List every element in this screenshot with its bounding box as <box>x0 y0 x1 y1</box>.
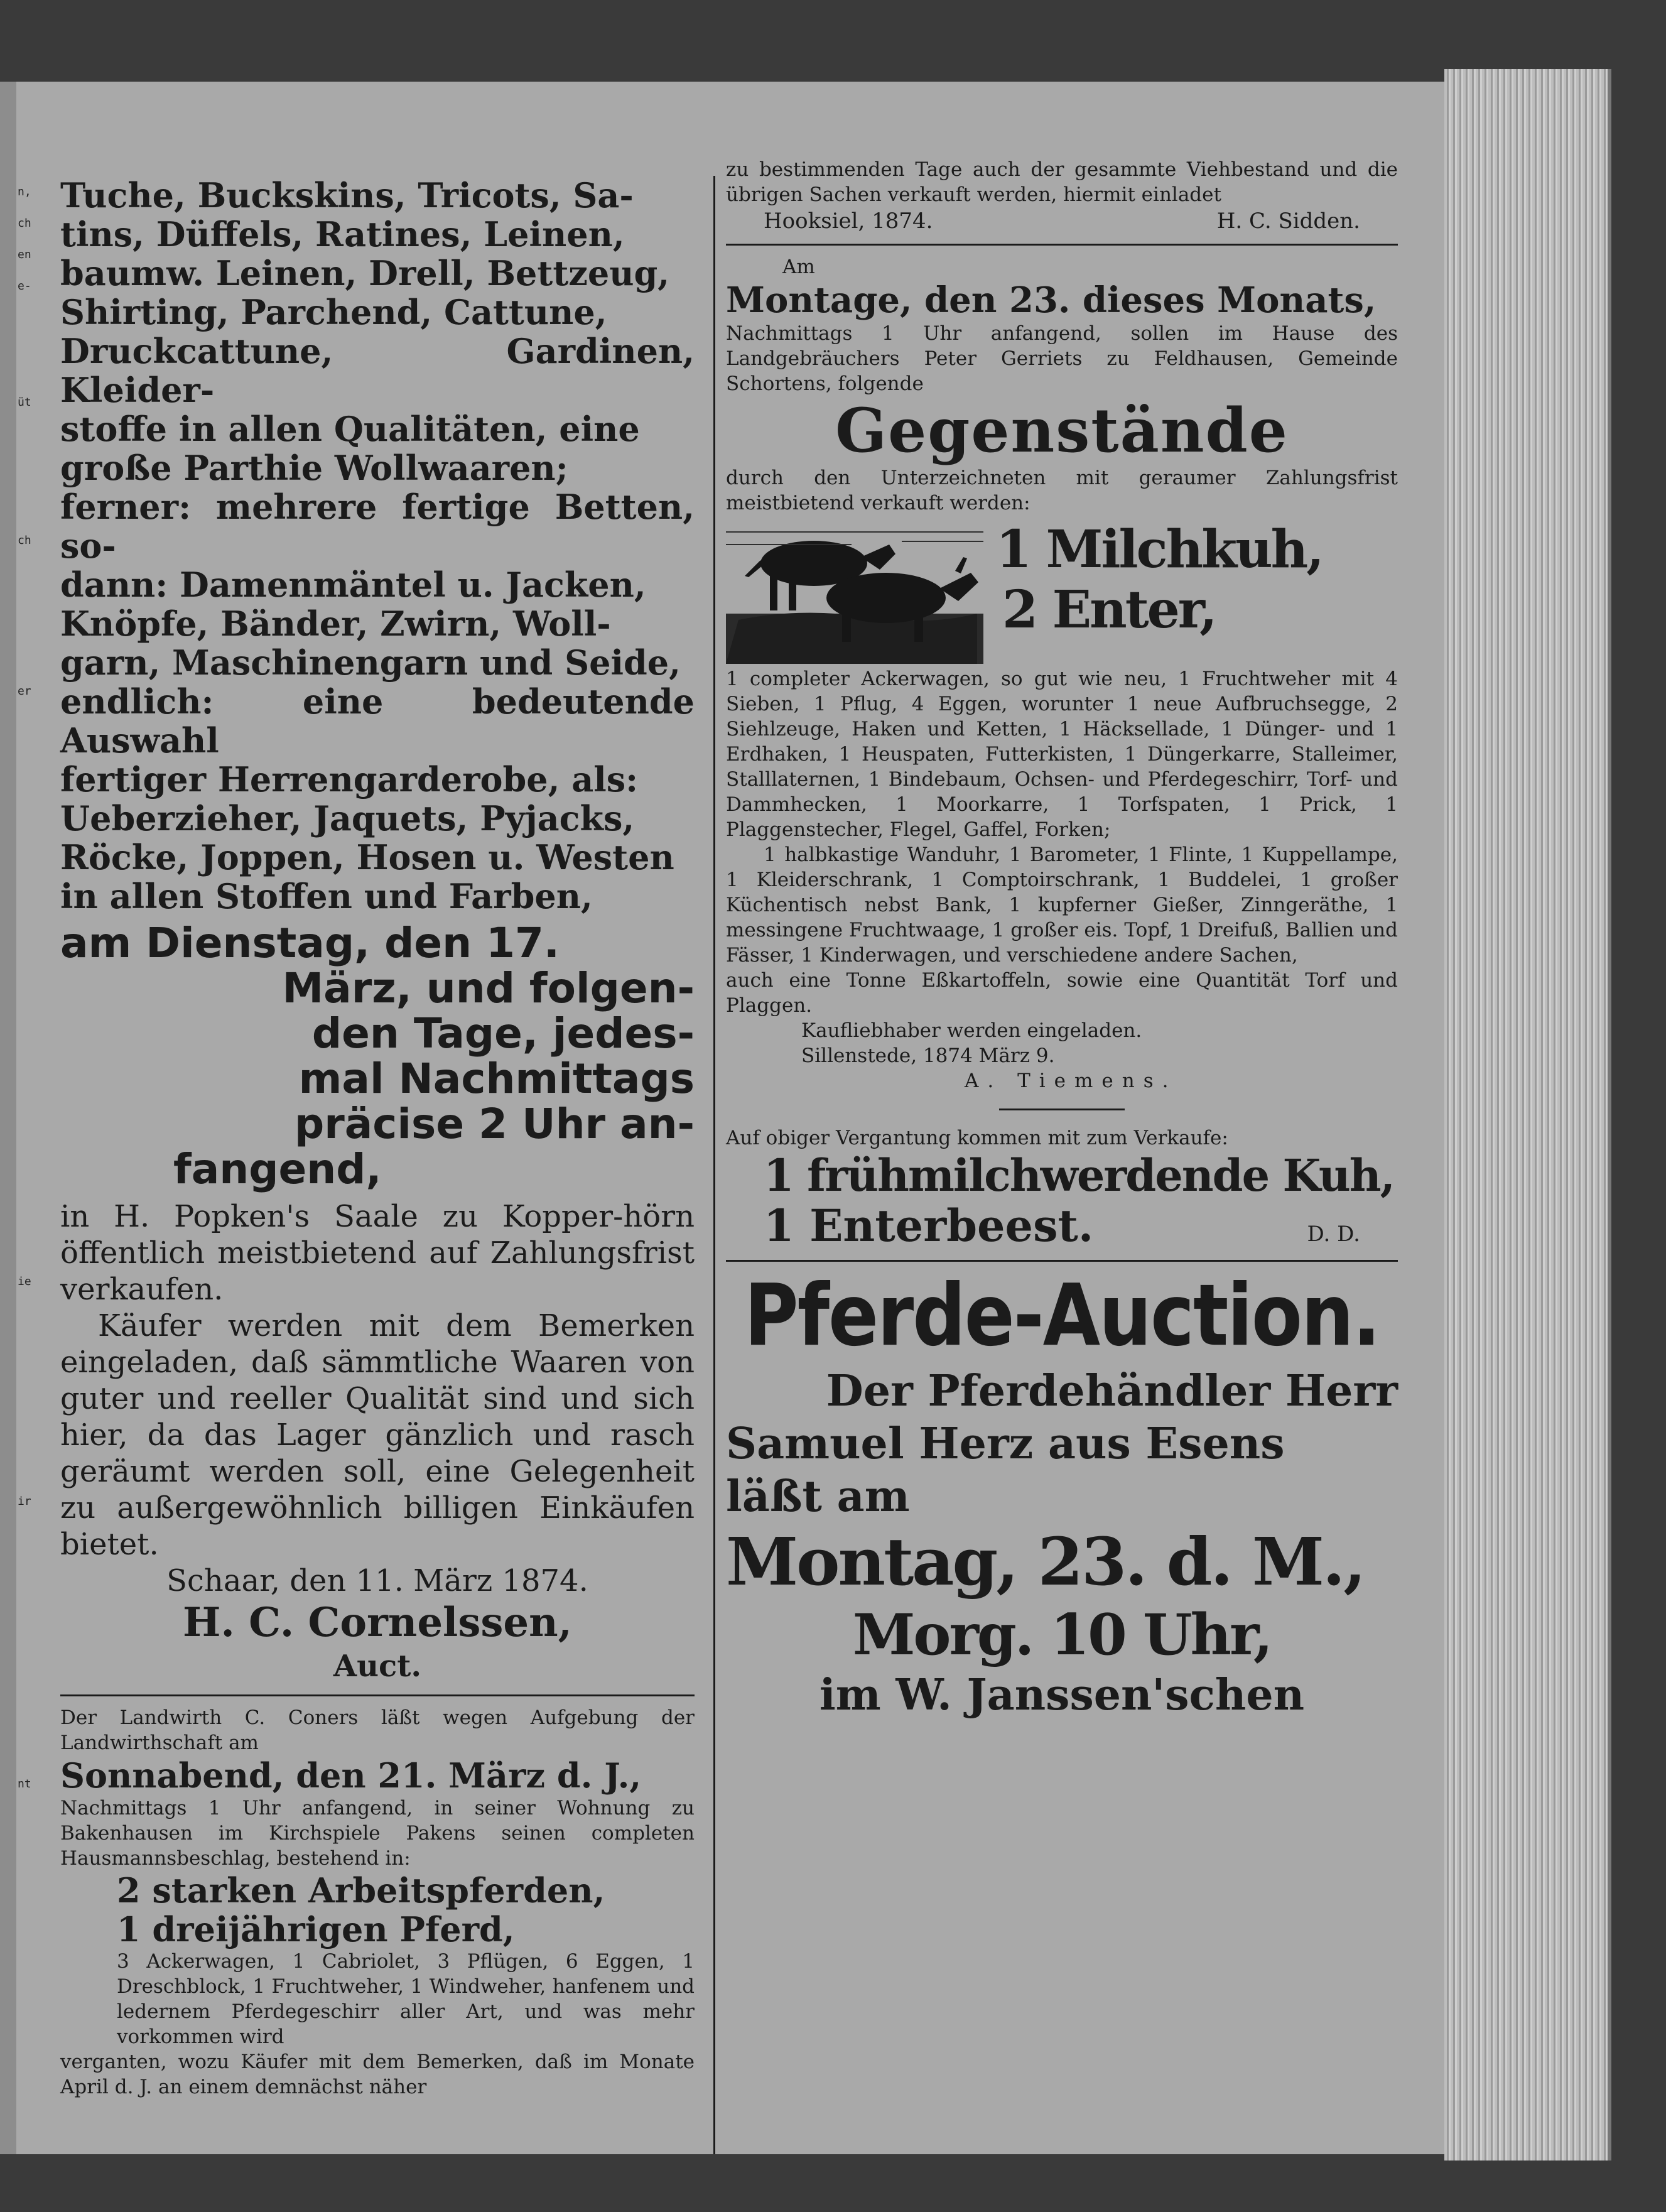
cattle-woodcut-image <box>726 519 983 664</box>
goods-list <box>60 176 695 916</box>
horse-auction-time: Morg. 10 Uhr, <box>852 1602 1272 1668</box>
sale-signature: A. Tiemens. <box>965 1070 1177 1092</box>
place-date: Schaar, den 11. März 1874. <box>166 1563 588 1598</box>
ad-separator <box>726 244 1398 246</box>
horse-auction-line: läßt am <box>726 1472 910 1522</box>
goods-line: endlich: eine bedeutende Auswahl <box>60 681 695 761</box>
auction-subline: durch den Unterzeichneten mit geraumer Zahlungsfrist meistbietend verkauft werden: <box>726 467 1398 514</box>
sale-date-line: mal Nachmittags <box>298 1054 695 1103</box>
top-signature: H. C. Sidden. <box>1216 209 1360 234</box>
ad-separator <box>726 1260 1398 1262</box>
ad2-intro: Der Landwirth C. Coners läßt wegen Aufgebung der Landwirthschaft am <box>60 1706 695 1754</box>
horse-auction-line: Der Pferdehändler Herr <box>826 1366 1398 1416</box>
sale-date-line: den Tage, jedes- <box>311 1009 695 1058</box>
equipment-list: 1 completer Ackerwagen, so gut wie neu, 1 Fruchtweher mit 4 Sieben, 1 Pflug, 4 Eggen, worunter 1 neue Aufbruchsegge, 2 Siehlzeuge, Haken und Ketten, 1 Häcksellade, 1 Dünger- und 1 Erdhaken, 1 Heuspaten, Futterkisten, 1 Düngerkarre, Stalleimer, Stalllaternen, 1 Bindebaum, Ochsen- und Pferdegeschirr, Torf- und Dammhecken, 1 Moorkarre, 1 Torfspaten, 1 Prick, 1 Plaggenstecher, Flegel, Gaffel, Forken; <box>726 668 1398 841</box>
short-separator <box>999 1109 1125 1110</box>
goods-line: große Parthie Wollwaaren; <box>60 448 568 488</box>
goods-line: in allen Stoffen und Farben, <box>60 876 593 916</box>
newspaper-page <box>16 82 1479 2154</box>
book-gutter <box>0 82 16 2154</box>
ad2-item-horse: 1 dreijährigen Pferd, <box>117 1909 515 1949</box>
auctioneer-signature: H. C. Cornelssen, <box>183 1599 572 1646</box>
stub-text: ch <box>18 217 31 230</box>
goods-line: Shirting, Parchend, Cattune, <box>60 292 607 332</box>
ad2-item-horses: 2 starken Arbeitspferden, <box>117 1870 605 1911</box>
item-enter: 2 Enter, <box>1002 580 1216 640</box>
stub-text: üt <box>18 396 31 409</box>
extra-sale-intro: Auf obiger Vergantung kommen mit zum Verkaufe: <box>726 1127 1228 1149</box>
item-milchkuh: 1 Milchkuh, <box>996 519 1323 580</box>
goods-line: Knöpfe, Bänder, Zwirn, Woll- <box>60 604 611 644</box>
goods-headline: Gegenstände <box>835 395 1289 466</box>
horse-auction-line: im W. Janssen'schen <box>819 1670 1305 1720</box>
ad-am: Am <box>782 256 815 278</box>
extra-sign: D. D. <box>1307 1222 1360 1247</box>
extra-item-cow: 1 frühmilchwerdende Kuh, <box>764 1149 1394 1201</box>
margin-stub <box>16 82 33 2154</box>
sale-date-line: am Dienstag, den 17. <box>60 919 560 967</box>
goods-line: fertiger Herrengarderobe, als: <box>60 759 639 800</box>
sale-place-text: in H. Popken's Saale zu Kopper-hörn öffentlich meistbietend auf Zahlungsfrist verkaufen. <box>60 1199 695 1307</box>
top-continuation: zu bestimmenden Tage auch der gesammte Viehbestand und die übrigen Sachen verkauft werden, hiermit einladet <box>726 158 1398 206</box>
sale-date-line: März, und folgen- <box>282 964 695 1012</box>
ad-separator <box>60 1694 695 1696</box>
auction-intro: Nachmittags 1 Uhr anfangend, sollen im Hause des Landgebräuchers Peter Gerriets zu Feldhausen, Gemeinde Schortens, folgende <box>726 322 1398 395</box>
column-divider <box>713 176 715 2154</box>
goods-line: Röcke, Joppen, Hosen u. Westen <box>60 837 674 877</box>
ad2-items-rest: 3 Ackerwagen, 1 Cabriolet, 3 Pflügen, 6 Eggen, 1 Dreschblock, 1 Fruchtweher, 1 Windweher, hanfenem und ledernem Pferdegeschirr aller Art, und was mehr vorkommen wird <box>117 1950 695 2048</box>
ad2-date: Sonnabend, den 21. März d. J., <box>60 1755 642 1796</box>
goods-line: ferner: mehrere fertige Betten, so- <box>60 487 695 566</box>
stub-text: n, <box>18 185 31 198</box>
auctioneer-title: Auct. <box>333 1649 422 1684</box>
cattle-section <box>726 519 1398 664</box>
stub-text: er <box>18 685 31 698</box>
ad2-closing: verganten, wozu Käufer mit dem Bemerken, daß im Monate April d. J. an einem demnächst näher <box>60 2051 695 2098</box>
auction-date: Montage, den 23. dieses Monats, <box>726 279 1377 321</box>
goods-line: baumw. Leinen, Drell, Bettzeug, <box>60 253 670 293</box>
right-column <box>726 157 1398 1721</box>
buyers-notice: Käufer werden mit dem Bemerken eingeladen, daß sämmtliche Waaren von guter und reeller Qualität sind und sich hier, da das Lager gänzlich und rasch geräumt werden soll, eine Gelegenheit zu außergewöhnlich billigen Einkäufen bietet. <box>60 1308 695 1562</box>
extra-item-row <box>726 1201 1398 1251</box>
ad2-details: Nachmittags 1 Uhr anfangend, in seiner Wohnung zu Bakenhausen im Kirchspiele Pakens seinen completen Hausmannsbeschlag, bestehend in: <box>60 1797 695 1870</box>
stub-text: ir <box>18 1495 31 1508</box>
stub-text: ch <box>18 534 31 547</box>
extra-item-enterbeest: 1 Enterbeest. <box>764 1200 1094 1252</box>
stub-text: e- <box>18 279 31 293</box>
sale-date-line: fangend, <box>173 1145 382 1193</box>
sale-date-block <box>60 921 695 1192</box>
book-page-edges <box>1444 69 1611 2160</box>
goods-line: dann: Damenmäntel u. Jacken, <box>60 565 646 605</box>
top-place-date: Hooksiel, 1874. <box>764 209 933 234</box>
sale-date-line: präcise 2 Uhr an- <box>294 1100 695 1148</box>
extra-items: auch eine Tonne Eßkartoffeln, sowie eine Quantität Torf und Plaggen. <box>726 969 1398 1017</box>
cattle-text <box>996 519 1398 640</box>
stub-text: ie <box>18 1275 31 1288</box>
goods-line: tins, Düffels, Ratines, Leinen, <box>60 214 625 254</box>
horse-auction-date: Montag, 23. d. M., <box>726 1523 1365 1600</box>
household-list: 1 halbkastige Wanduhr, 1 Barometer, 1 Flinte, 1 Kuppellampe, 1 Kleiderschrank, 1 Comptoirschrank, 1 Buddelei, 1 großer Küchentisch nebst Bank, 1 kupferner Gießer, Zinngeräthe, 1 messingene Fruchtwaage, 1 großer eis. Topf, 1 Dreifuß, Ballien und Fässer, 1 Kinderwagen, und verschiedene andere Sachen, <box>726 843 1398 967</box>
stub-text: en <box>18 248 31 261</box>
invitation: Kaufliebhaber werden eingeladen. <box>801 1019 1142 1042</box>
stub-text: nt <box>18 1777 31 1791</box>
left-column <box>60 176 695 2100</box>
sale-place-date: Sillenstede, 1874 März 9. <box>801 1044 1055 1067</box>
goods-line: Ueberzieher, Jaquets, Pyjacks, <box>60 798 635 838</box>
top-signature-row <box>726 207 1398 235</box>
goods-line: Tuche, Buckskins, Tricots, Sa- <box>60 175 634 215</box>
goods-line: stoffe in allen Qualitäten, eine <box>60 409 640 449</box>
goods-line: garn, Maschinengarn und Seide, <box>60 642 681 683</box>
horse-auction-title: Pferde-Auction. <box>744 1265 1380 1365</box>
goods-line: Druckcattune, Gardinen, Kleider- <box>60 331 695 410</box>
horse-auction-line: Samuel Herz aus Esens <box>726 1419 1285 1469</box>
